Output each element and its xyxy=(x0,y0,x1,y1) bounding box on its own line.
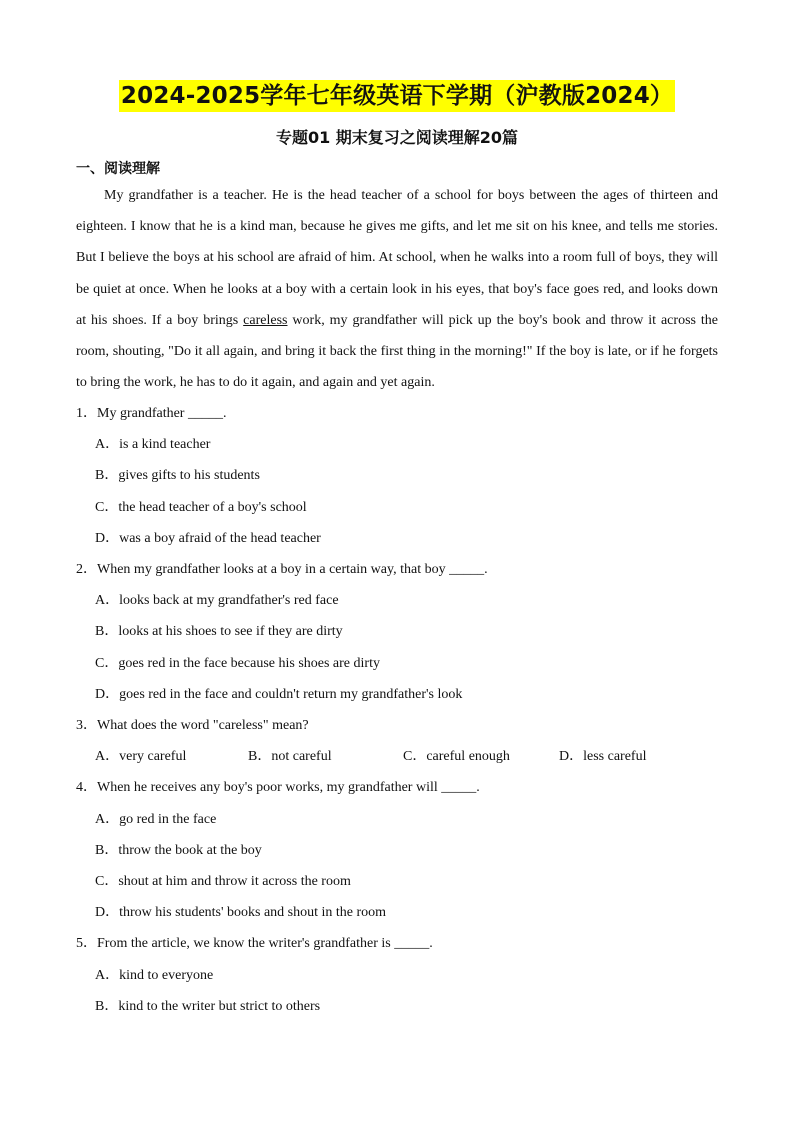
question-1-option-c: C．the head teacher of a boy's school xyxy=(95,500,307,515)
question-3-option-c: C．careful enough xyxy=(403,749,510,764)
question-4-option-d: D．throw his students' books and shout in the room xyxy=(95,905,387,920)
title-block xyxy=(0,80,794,112)
question-4-option-b: B．throw the book at the boy xyxy=(95,843,262,858)
question-1-stem: 1．My grandfather _____. xyxy=(76,406,227,421)
reading-passage xyxy=(76,180,718,398)
question-2-option-a: A．looks back at my grandfather's red face xyxy=(95,593,339,608)
question-2-option-c: C．goes red in the face because his shoes are dirty xyxy=(95,656,380,671)
question-1-option-a: A．is a kind teacher xyxy=(95,437,211,452)
document-title: 2024-2025学年七年级英语下学期（沪教版2024） xyxy=(119,80,675,112)
question-2-option-b: B．looks at his shoes to see if they are dirty xyxy=(95,624,343,639)
question-5-option-a: A．kind to everyone xyxy=(95,968,214,983)
question-1-option-b: B．gives gifts to his students xyxy=(95,468,260,483)
question-3-option-d: D．less careful xyxy=(559,749,647,764)
document-subtitle: 专题01 期末复习之阅读理解20篇 xyxy=(275,128,519,147)
question-4-stem: 4．When he receives any boy's poor works, my grandfather will _____. xyxy=(76,780,480,795)
passage-text-part2: work, my grandfather will pick up the boy's book and throw it across the room, shouting, "Do it all again, and bring it back the first thing in the morning!" If the boy is late, or if he forgets to bring the work, he has to do it again, and again and yet again. xyxy=(76,312,719,391)
passage-paragraph xyxy=(76,180,718,398)
question-5-option-b: B．kind to the writer but strict to others xyxy=(95,999,321,1014)
question-3-stem: 3．What does the word "careless" mean? xyxy=(76,718,309,733)
question-2-stem: 2．When my grandfather looks at a boy in a certain way, that boy _____. xyxy=(76,562,488,577)
question-3-option-b: B．not careful xyxy=(248,749,332,764)
underlined-word: careless xyxy=(243,312,288,328)
question-2-option-d: D．goes red in the face and couldn't return my grandfather's look xyxy=(95,687,463,702)
question-3-option-a: A．very careful xyxy=(95,749,187,764)
passage-text-part1: My grandfather is a teacher. He is the head teacher of a school for boys between the ages of thirteen and eighteen. I know that he is a kind man, because he gives me gifts, and let me sit on his knee, and tells me stories. But I believe the boys at his school are afraid of him. At school, when he walks into a room full of boys, they will be quiet at once. When he looks at a boy with a certain look in his eyes, that boy's face goes red, and looks down at his shoes. If a boy brings xyxy=(76,188,718,328)
question-1-option-d: D．was a boy afraid of the head teacher xyxy=(95,531,321,546)
question-5-stem: 5．From the article, we know the writer's grandfather is _____. xyxy=(76,936,433,951)
section-heading: 一、阅读理解 xyxy=(76,161,160,177)
question-4-option-c: C．shout at him and throw it across the room xyxy=(95,874,351,889)
question-4-option-a: A．go red in the face xyxy=(95,812,217,827)
